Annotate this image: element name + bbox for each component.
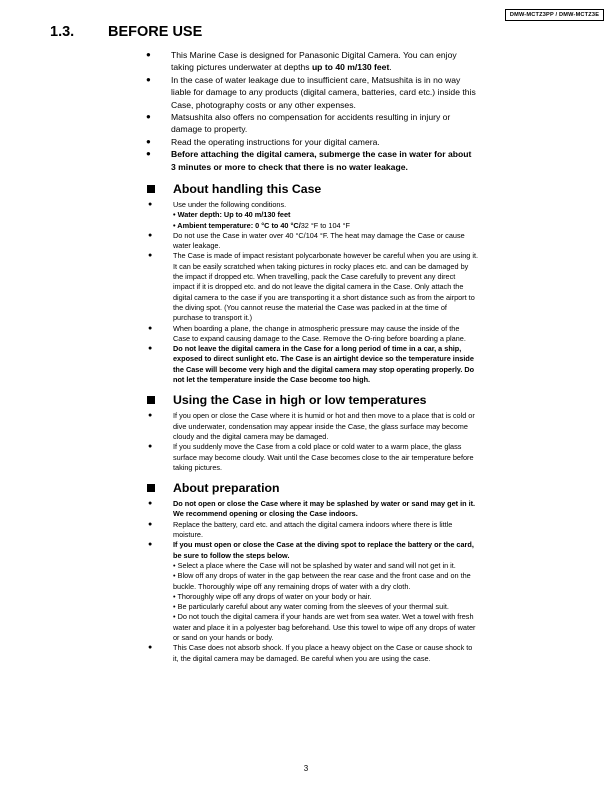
list-item-text: Use under the following conditions. [173, 200, 287, 209]
bullet-icon: ● [148, 500, 153, 508]
list-item [146, 324, 478, 345]
bullet-icon: ● [148, 412, 153, 420]
list-item-text: This Case does not absorb shock. If you place a heavy object on the Case or cause shock to it, the digital camera may be damaged. Be careful when you are using the case. [173, 643, 473, 663]
bullet-icon: ● [148, 443, 153, 451]
section-title-text: BEFORE USE [108, 24, 203, 40]
sub-item-tail: 32 °F to 104 °F [300, 220, 350, 230]
list-item [146, 442, 478, 473]
square-bullet-icon [147, 396, 155, 404]
bullet-icon: ● [148, 345, 153, 353]
intro-item [146, 136, 478, 148]
intro-item-bold: up to 40 m/130 feet [311, 62, 390, 73]
sub-item: • Blow off any drops of water in the gap between the rear case and the front case and on the buckle. Thoroughly wipe off any remaining drops of water with a dry cloth. [173, 571, 471, 591]
heading-temperatures [146, 392, 478, 408]
list-item [146, 344, 478, 385]
bullet-icon: ● [146, 112, 151, 122]
sub-item: • Be particularly careful about any water coming from the sleeves of your thermal suit. [173, 602, 449, 612]
list-item-text: Do not open or close the Case where it may be splashed by water or sand may get in it. We recommend opening or closing the Case indoors. [173, 499, 476, 519]
list-item-text: If you open or close the Case where it is humid or hot and then move to a place that is cold or dive underwater, condensation may appear inside the Case, the glass surface may become cloudy and the digital camera may be damaged. [173, 411, 475, 441]
list-item-text: The Case is made of impact resistant polycarbonate however be careful when you are using it. It can be easily scratched when taking pictures in rocky places etc. and can be damaged by the impact if dropped etc. When travelling, pack the Case carefully to prevent any direct impact if it is dropped etc. and do not leave the digital camera in the Case. Only attach the digital camera to the case if you are transporting it a short distance such as from the airport to the diving spot. (You cannot reuse the material the Case was packed in at the time of purchase to transport it.) [173, 251, 479, 323]
page-number: 3 [303, 764, 309, 773]
bullet-icon: ● [146, 74, 151, 84]
intro-list [146, 49, 478, 173]
bullet-icon: ● [148, 520, 153, 528]
section-title [50, 24, 202, 40]
bullet-icon: ● [148, 644, 153, 652]
intro-item [146, 74, 478, 111]
list-item [146, 540, 478, 643]
intro-item-text: Before attaching the digital camera, submerge the case in water for about 3 minutes or more to check that there is no water leakage. [171, 149, 472, 172]
square-bullet-icon [147, 484, 155, 492]
spacer [146, 385, 478, 392]
intro-item-text: In the case of water leakage due to insufficient care, Matsushita is in no way liable for damage to any products (digital camera, batteries, card etc.) inside this Case, photography costs or any other expenses. [171, 74, 476, 110]
heading-text: About handling this Case [173, 182, 322, 196]
heading-text: About preparation [173, 481, 280, 496]
intro-item-text: Matsushita also offers no compensation for accidents resulting in injury or damage to property. [171, 112, 451, 135]
bullet-icon: ● [148, 541, 153, 549]
list-item [146, 499, 478, 520]
list-item [146, 520, 478, 541]
handling-list [146, 200, 478, 385]
intro-item [146, 111, 478, 136]
list-item-text: Replace the battery, card etc. and attach the digital camera indoors where there is little moisture. [173, 519, 453, 540]
list-item [146, 643, 478, 664]
bullet-icon: ● [148, 324, 153, 332]
bullet-icon: ● [148, 201, 153, 208]
list-item-text: Do not use the Case in water over 40 °C/104 °F. The heat may damage the Case or cause water leakage. [173, 230, 465, 251]
intro-item [146, 49, 478, 74]
list-item [146, 411, 478, 442]
bullet-icon: ● [146, 149, 151, 159]
list-item-text: When boarding a plane, the change in atmospheric pressure may cause the inside of the Case to expand causing damage to the Case. Remove the O-ring before boarding a plane. [173, 323, 466, 343]
section-number: 1.3. [50, 24, 75, 40]
temperatures-list [146, 411, 478, 473]
sub-item-bold: • Ambient temperature: 0 °C to 40 °C/ [173, 220, 301, 230]
heading-handling [146, 181, 478, 197]
bullet-icon: ● [148, 252, 153, 260]
list-item [146, 200, 478, 231]
spacer [146, 473, 478, 480]
list-item [146, 231, 478, 252]
intro-item-text: Read the operating instructions for your digital camera. [171, 136, 380, 147]
sub-item: • Select a place where the Case will not be splashed by water and sand will not get in it. [173, 560, 456, 570]
sub-item: • Water depth: Up to 40 m/130 feet [173, 210, 291, 220]
preparation-list [146, 499, 478, 664]
sub-item: • Do not touch the digital camera if your hands are wet from sea water. Wet a towel with fresh water and place it in a polyester bag beforehand. Use this towel to wipe off any drops of water or sand on your hands or body. [173, 612, 476, 642]
list-item-text: If you suddenly move the Case from a cold place or cold water to a warm place, the glass surface may become cloudy. Wait until the Case becomes close to the air temperature before taking pictures. [173, 442, 474, 472]
main-body [146, 181, 478, 664]
list-item-text: If you must open or close the Case at the diving spot to replace the battery or the card, be sure to follow the steps below. [173, 540, 474, 560]
sub-item: • Thoroughly wipe off any drops of water on your body or hair. [173, 591, 372, 601]
bullet-icon: ● [146, 136, 151, 146]
list-item [146, 251, 478, 323]
sub-item [173, 221, 478, 231]
bullet-icon: ● [146, 50, 151, 59]
intro-item [146, 148, 478, 173]
heading-text: Using the Case in high or low temperatures [173, 393, 427, 408]
square-bullet-icon [147, 185, 155, 193]
intro-item-tail: . [389, 62, 392, 73]
bullet-icon: ● [148, 231, 153, 239]
intro-item-text: This Marine Case is designed for Panasonic Digital Camera. You can enjoy taking pictures underwater at depths [171, 50, 457, 73]
heading-preparation [146, 480, 478, 496]
model-number-tag: DMW-MCTZ3PP / DMW-MCTZ3E [505, 9, 604, 21]
list-item-text: Do not leave the digital camera in the Case for a long period of time in a car, a ship, exposed to direct sunlight etc. The Case is an airtight device so the temperature inside the Case will become very high and the digital camera may stop operating properly. Do not let the temperature inside the Case become too high. [173, 344, 475, 385]
